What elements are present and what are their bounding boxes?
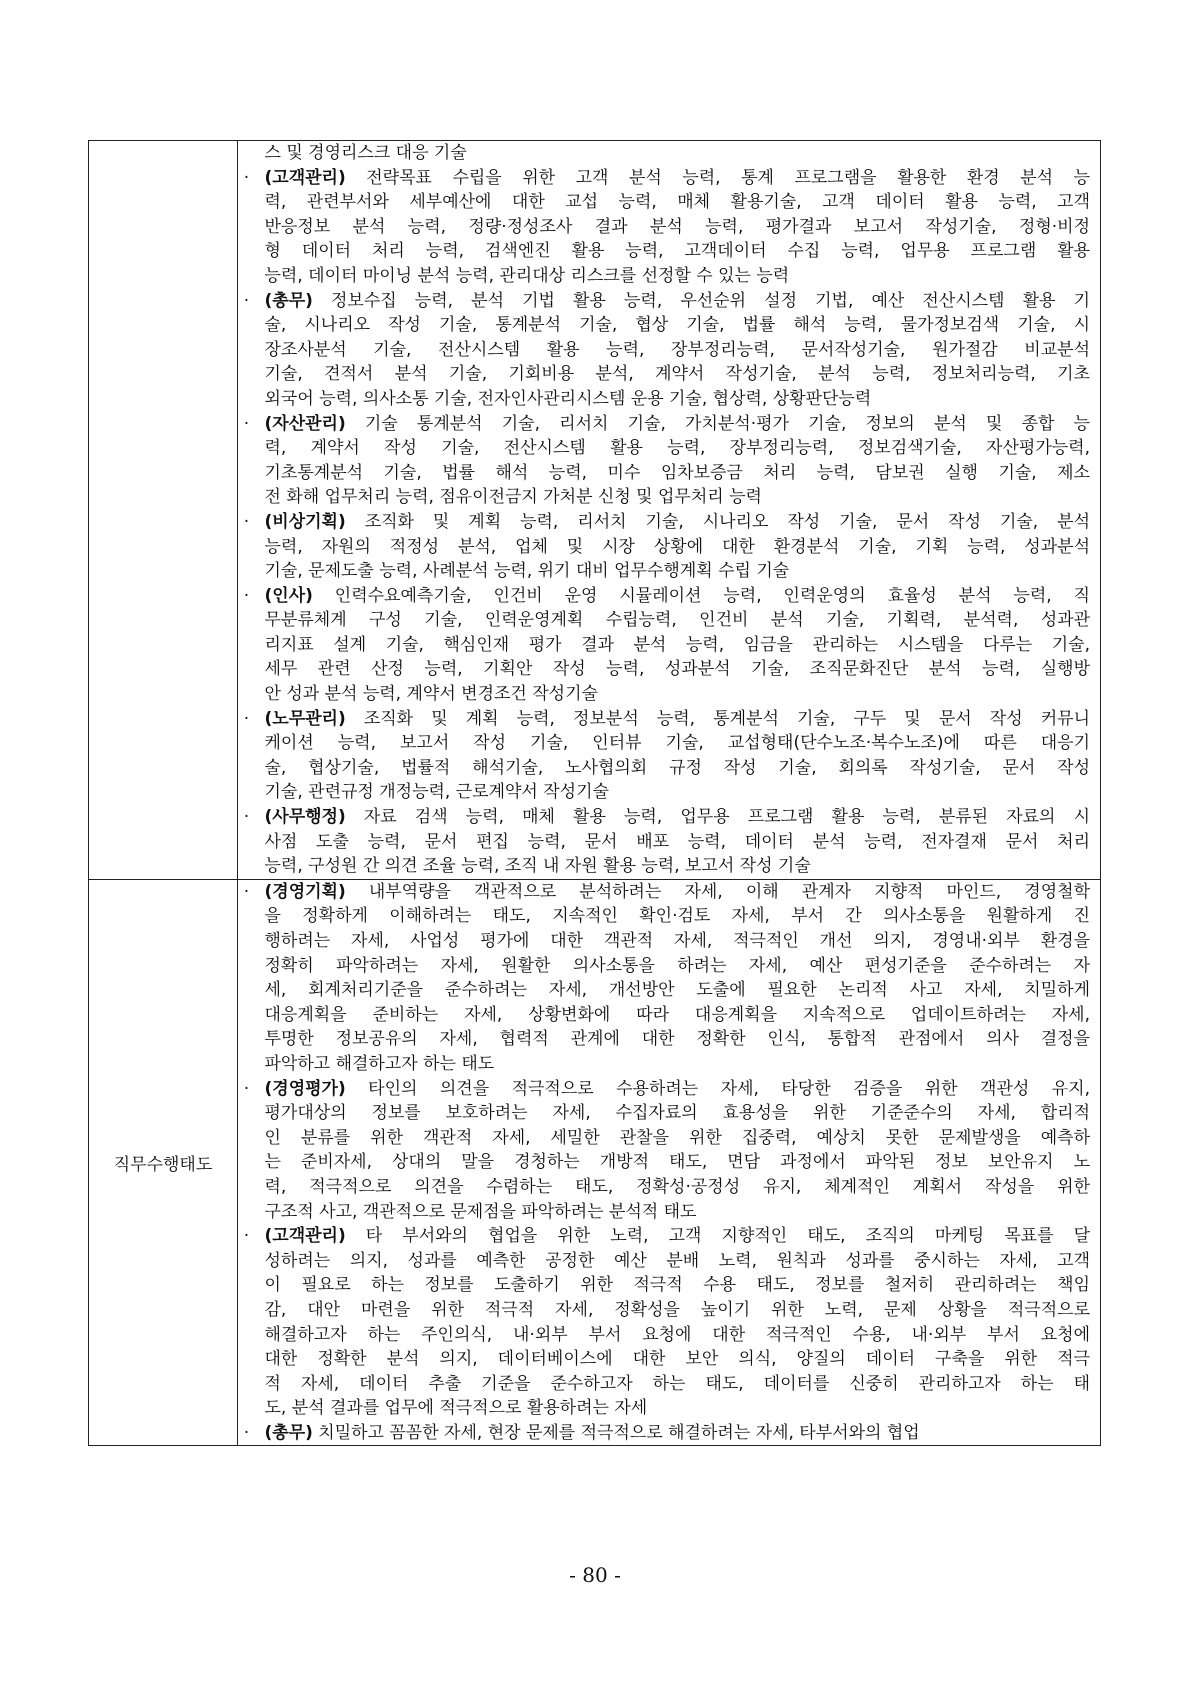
page-number: - 80 -	[569, 1563, 621, 1587]
item-line	[265, 707, 1091, 732]
item-text: 전략목표 수립을 위한 고객 분석 능력, 통계 프로그램을 활용한 환경 분석 능	[345, 167, 1090, 188]
item-text: 기술 통계분석 기술, 리서치 기술, 가치분석·평가 기술, 정보의 분석 및 종합 능	[345, 413, 1090, 434]
item-line	[265, 141, 1091, 166]
item-text: 사점 도출 능력, 문서 편집 능력, 문서 배포 능력, 데이터 분석 능력, 전자결재 문서 처리	[264, 831, 1090, 852]
competency-table	[88, 140, 1101, 1446]
item-line	[265, 338, 1091, 363]
list-item	[243, 707, 1091, 805]
item-line	[265, 805, 1091, 830]
item-line	[265, 780, 1091, 805]
item-text: 성하려는 의지, 성과를 예측한 공정한 예산 분배 노력, 원칙과 성과를 중시하는 자세, 고객	[264, 1250, 1090, 1271]
item-line	[265, 1249, 1091, 1274]
item-line	[265, 657, 1091, 682]
list-item	[243, 412, 1091, 510]
item-line	[265, 1273, 1091, 1298]
item-line	[265, 387, 1091, 412]
item-text: 기술, 문제도출 능력, 사례분석 능력, 위기 대비 업무수행계획 수립 기술	[264, 561, 790, 582]
item-line	[265, 1077, 1091, 1102]
item-line	[265, 682, 1091, 707]
item-text: 인 분류를 위한 객관적 자세, 세밀한 관찰을 위한 집중력, 예상치 못한 문제발생을 예측하	[264, 1127, 1090, 1148]
item-text: 케이션 능력, 보고서 작성 기술, 인터뷰 기술, 교섭형태(단수노조·복수노조)에 따른 대응기	[264, 733, 1090, 754]
item-category: (경영평가)	[264, 1078, 346, 1099]
item-text: 투명한 정보공유의 자세, 협력적 관계에 대한 정확한 인식, 통합적 관점에서 의사 결정을	[264, 1029, 1090, 1050]
item-line	[265, 289, 1091, 314]
item-text: 기초통계분석 기술, 법률 해석 능력, 미수 임차보증금 처리 능력, 담보권 실행 기술, 제소	[264, 462, 1090, 483]
item-text: 기술, 견적서 분석 기술, 기회비용 분석, 계약서 작성기술, 분석 능력, 정보처리능력, 기초	[264, 364, 1090, 385]
item-line	[265, 1126, 1091, 1151]
row-label	[89, 141, 238, 880]
item-line	[265, 830, 1091, 855]
item-text: 감, 대안 마련을 위한 적극적 자세, 정확성을 높이기 위한 노력, 문제 상황을 적극적으로	[264, 1299, 1090, 1320]
item-line	[265, 1150, 1091, 1175]
item-text: 력, 적극적으로 의견을 수렴하는 태도, 정확성·공정성 유지, 체계적인 계획서 작성을 위한	[264, 1176, 1090, 1197]
list-item	[243, 1421, 1091, 1446]
item-line	[265, 510, 1091, 535]
item-line	[265, 978, 1091, 1003]
list-item	[243, 1077, 1091, 1225]
item-text: 리지표 설계 기술, 핵심인재 평가 결과 분석 능력, 임금을 관리하는 시스템을 다루는 기술,	[264, 634, 1090, 655]
item-text: 타 부서와의 협업을 위한 노력, 고객 지향적인 태도, 조직의 마케팅 목표를 달	[345, 1226, 1090, 1247]
item-text: 치밀하고 꼼꼼한 자세, 현장 문제를 적극적으로 해결하려는 자세, 타부서와의 협업	[312, 1422, 920, 1443]
item-line	[265, 1003, 1091, 1028]
item-text: 대한 정확한 분석 의지, 데이터베이스에 대한 보안 의식, 양질의 데이터 구축을 위한 적극	[264, 1349, 1090, 1370]
item-line	[265, 436, 1091, 461]
item-text: 능력, 구성원 간 의견 조율 능력, 조직 내 자원 활용 능력, 보고서 작성 기술	[264, 856, 811, 877]
item-line	[265, 1298, 1091, 1323]
item-text: 안 성과 분석 능력, 계약서 변경조건 작성기술	[264, 684, 598, 705]
item-line	[265, 362, 1091, 387]
item-text: 력, 계약서 작성 기술, 전산시스템 활용 능력, 장부정리능력, 정보검색기술, 자산평가능력,	[264, 438, 1090, 459]
item-text: 기술, 관련규정 개정능력, 근로계약서 작성기술	[264, 782, 609, 803]
item-line	[265, 1101, 1091, 1126]
item-line	[265, 880, 1091, 905]
item-text: 을 정확하게 이해하려는 태도, 지속적인 확인·검토 자세, 부서 간 의사소통을 원활하게 진	[264, 906, 1090, 927]
row-content	[243, 141, 1101, 880]
row-label: 직무수행태도	[89, 879, 238, 1446]
bullet-icon: ·	[243, 708, 250, 729]
item-line	[265, 756, 1091, 781]
item-text: 술, 협상기술, 법률적 해석기술, 노사협의회 규정 작성 기술, 회의록 작성기술, 문서 작성	[264, 757, 1090, 778]
item-category: (비상기획)	[264, 511, 346, 532]
table-row	[89, 879, 1101, 1446]
item-text: 형 데이터 처리 능력, 검색엔진 활용 능력, 고객데이터 수집 능력, 업무용 프로그램 활용	[264, 241, 1090, 262]
item-line	[265, 954, 1091, 979]
table-row	[89, 141, 1101, 880]
item-line	[265, 1175, 1091, 1200]
item-line	[265, 166, 1091, 191]
bullet-icon: ·	[243, 167, 250, 188]
item-line	[265, 1372, 1091, 1397]
item-text: 스 및 경영리스크 대응 기술	[264, 143, 467, 163]
bullet-column	[238, 879, 265, 1446]
item-category: (사무행정)	[264, 807, 346, 828]
item-category: (인사)	[264, 585, 313, 606]
bullet-icon: ·	[243, 511, 250, 532]
item-line	[265, 904, 1091, 929]
item-category: (총무)	[264, 1422, 313, 1443]
item-line	[265, 535, 1091, 560]
item-text: 도, 분석 결과를 업무에 적극적으로 활용하려는 자세	[264, 1398, 648, 1419]
item-text: 이 필요로 하는 정보를 도출하기 위한 적극적 수용 태도, 정보를 철저히 관리하려는 책임	[264, 1275, 1090, 1296]
item-line	[265, 1323, 1091, 1348]
item-text: 정보수집 능력, 분석 기법 활용 능력, 우선순위 설정 기법, 예산 전산시스템 활용 기	[312, 290, 1090, 311]
list-item	[243, 880, 1091, 1077]
item-text: 조직화 및 계획 능력, 정보분석 능력, 통계분석 기술, 구두 및 문서 작성 커뮤니	[345, 708, 1090, 729]
item-line	[265, 608, 1091, 633]
row-content	[243, 879, 1101, 1446]
item-text: 파악하고 해결하고자 하는 태도	[264, 1053, 495, 1074]
item-text: 구조적 사고, 객관적으로 문제점을 파악하려는 분석적 태도	[264, 1201, 697, 1222]
item-line	[265, 854, 1091, 879]
bullet-icon: ·	[243, 585, 250, 606]
item-text: 인력수요예측기술, 인건비 운영 시뮬레이션 능력, 인력운영의 효율성 분석 능력, 직	[312, 585, 1090, 606]
item-text: 능력, 자원의 적정성 분석, 업체 및 시장 상황에 대한 환경분석 기술, 기획 능력, 성과분석	[264, 536, 1090, 557]
item-line	[265, 1347, 1091, 1372]
item-line	[265, 584, 1091, 609]
item-line	[265, 731, 1091, 756]
bullet-icon: ·	[243, 1078, 250, 1099]
item-text: 무분류체계 구성 기술, 인력운영계획 수립능력, 인건비 분석 기술, 기획력, 분석력, 성과관	[264, 610, 1090, 631]
list-item	[243, 510, 1091, 584]
item-line	[265, 1421, 1091, 1446]
item-text: 외국어 능력, 의사소통 기술, 전자인사관리시스템 운용 기술, 협상력, 상황판단능력	[264, 388, 872, 409]
item-category: (고객관리)	[264, 1226, 346, 1247]
item-line	[265, 412, 1091, 437]
item-line	[265, 239, 1091, 264]
item-text: 력, 관련부서와 세부예산에 대한 교섭 능력, 매체 활용기술, 고객 데이터 활용 능력, 고객	[264, 192, 1090, 213]
item-line	[265, 485, 1091, 510]
item-category: (총무)	[264, 290, 313, 311]
item-text: 자료 검색 능력, 매체 활용 능력, 업무용 프로그램 활용 능력, 분류된 자료의 시	[345, 807, 1090, 828]
item-line	[265, 264, 1091, 289]
list-item	[265, 141, 1091, 166]
item-line	[265, 190, 1091, 215]
item-line	[265, 559, 1091, 584]
item-text: 대응계획을 준비하는 자세, 상황변화에 따라 대응계획을 지속적으로 업데이트하려는 자세,	[264, 1004, 1090, 1025]
list-item	[243, 805, 1091, 879]
bullet-icon: ·	[243, 1422, 250, 1443]
item-line	[265, 1052, 1091, 1077]
item-text: 해결하고자 하는 주인의식, 내·외부 부서 요청에 대한 적극적인 수용, 내·외부 부서 요청에	[264, 1324, 1090, 1345]
item-text: 장조사분석 기술, 전산시스템 활용 능력, 장부정리능력, 문서작성기술, 원가절감 비교분석	[264, 339, 1090, 360]
item-text: 능력, 데이터 마이닝 분석 능력, 관리대상 리스크를 선정할 수 있는 능력	[264, 265, 790, 286]
item-text: 타인의 의견을 적극적으로 수용하려는 자세, 타당한 검증을 위한 객관성 유지,	[345, 1078, 1090, 1099]
list-item	[243, 584, 1091, 707]
item-line	[265, 1396, 1091, 1421]
item-line	[265, 215, 1091, 240]
bullet-icon: ·	[243, 290, 250, 311]
item-text: 행하려는 자세, 사업성 평가에 대한 객관적 자세, 적극적인 개선 의지, 경영내·외부 환경을	[264, 931, 1090, 951]
item-line	[265, 1027, 1091, 1052]
bullet-icon: ·	[243, 413, 250, 434]
item-text: 술, 시나리오 작성 기술, 통계분석 기술, 협상 기술, 법률 해석 능력, 물가정보검색 기술, 시	[264, 315, 1090, 336]
item-text: 내부역량을 객관적으로 분석하려는 자세, 이해 관계자 지향적 마인드, 경영철학	[345, 881, 1090, 902]
item-line	[265, 1200, 1091, 1225]
item-text: 세무 관련 산정 능력, 기획안 작성 능력, 성과분석 기술, 조직문화진단 분석 능력, 실행방	[264, 659, 1090, 680]
bullet-icon: ·	[243, 1226, 250, 1247]
item-line	[265, 633, 1091, 658]
item-category: (자산관리)	[264, 413, 346, 434]
list-item	[243, 166, 1091, 289]
list-item	[243, 289, 1091, 412]
item-line	[265, 1224, 1091, 1249]
item-line	[265, 929, 1091, 954]
item-text: 평가대상의 정보를 보호하려는 자세, 수집자료의 효용성을 위한 기준준수의 자세, 합리적	[264, 1103, 1090, 1124]
list-item	[243, 1224, 1091, 1421]
item-text: 는 준비자세, 상대의 말을 경청하는 개방적 태도, 면담 과정에서 파악된 정보 보안유지 노	[264, 1152, 1090, 1173]
item-text: 조직화 및 계획 능력, 리서치 기술, 시나리오 작성 기술, 문서 작성 기술, 분석	[345, 511, 1090, 532]
item-line	[265, 313, 1091, 338]
item-text: 정확히 파악하려는 자세, 원활한 의사소통을 하려는 자세, 예산 편성기준을 준수하려는 자	[264, 955, 1090, 976]
bullet-icon: ·	[243, 881, 250, 902]
item-category: (노무관리)	[264, 708, 346, 729]
item-text: 전 화해 업무처리 능력, 점유이전금지 가처분 신청 및 업무처리 능력	[264, 487, 762, 508]
item-text: 적 자세, 데이터 추출 기준을 준수하고자 하는 태도, 데이터를 신중히 관리하고자 하는 태	[264, 1373, 1090, 1394]
item-text: 세, 회계처리기준을 준수하려는 자세, 개선방안 도출에 필요한 논리적 사고 자세, 치밀하게	[264, 980, 1090, 1001]
item-category: (고객관리)	[264, 167, 346, 188]
item-category: (경영기획)	[264, 881, 346, 902]
item-line	[265, 461, 1091, 486]
bullet-icon: ·	[243, 807, 250, 828]
item-text: 반응정보 분석 능력, 정량·정성조사 결과 분석 능력, 평가결과 보고서 작성기술, 정형·비정	[264, 216, 1090, 237]
